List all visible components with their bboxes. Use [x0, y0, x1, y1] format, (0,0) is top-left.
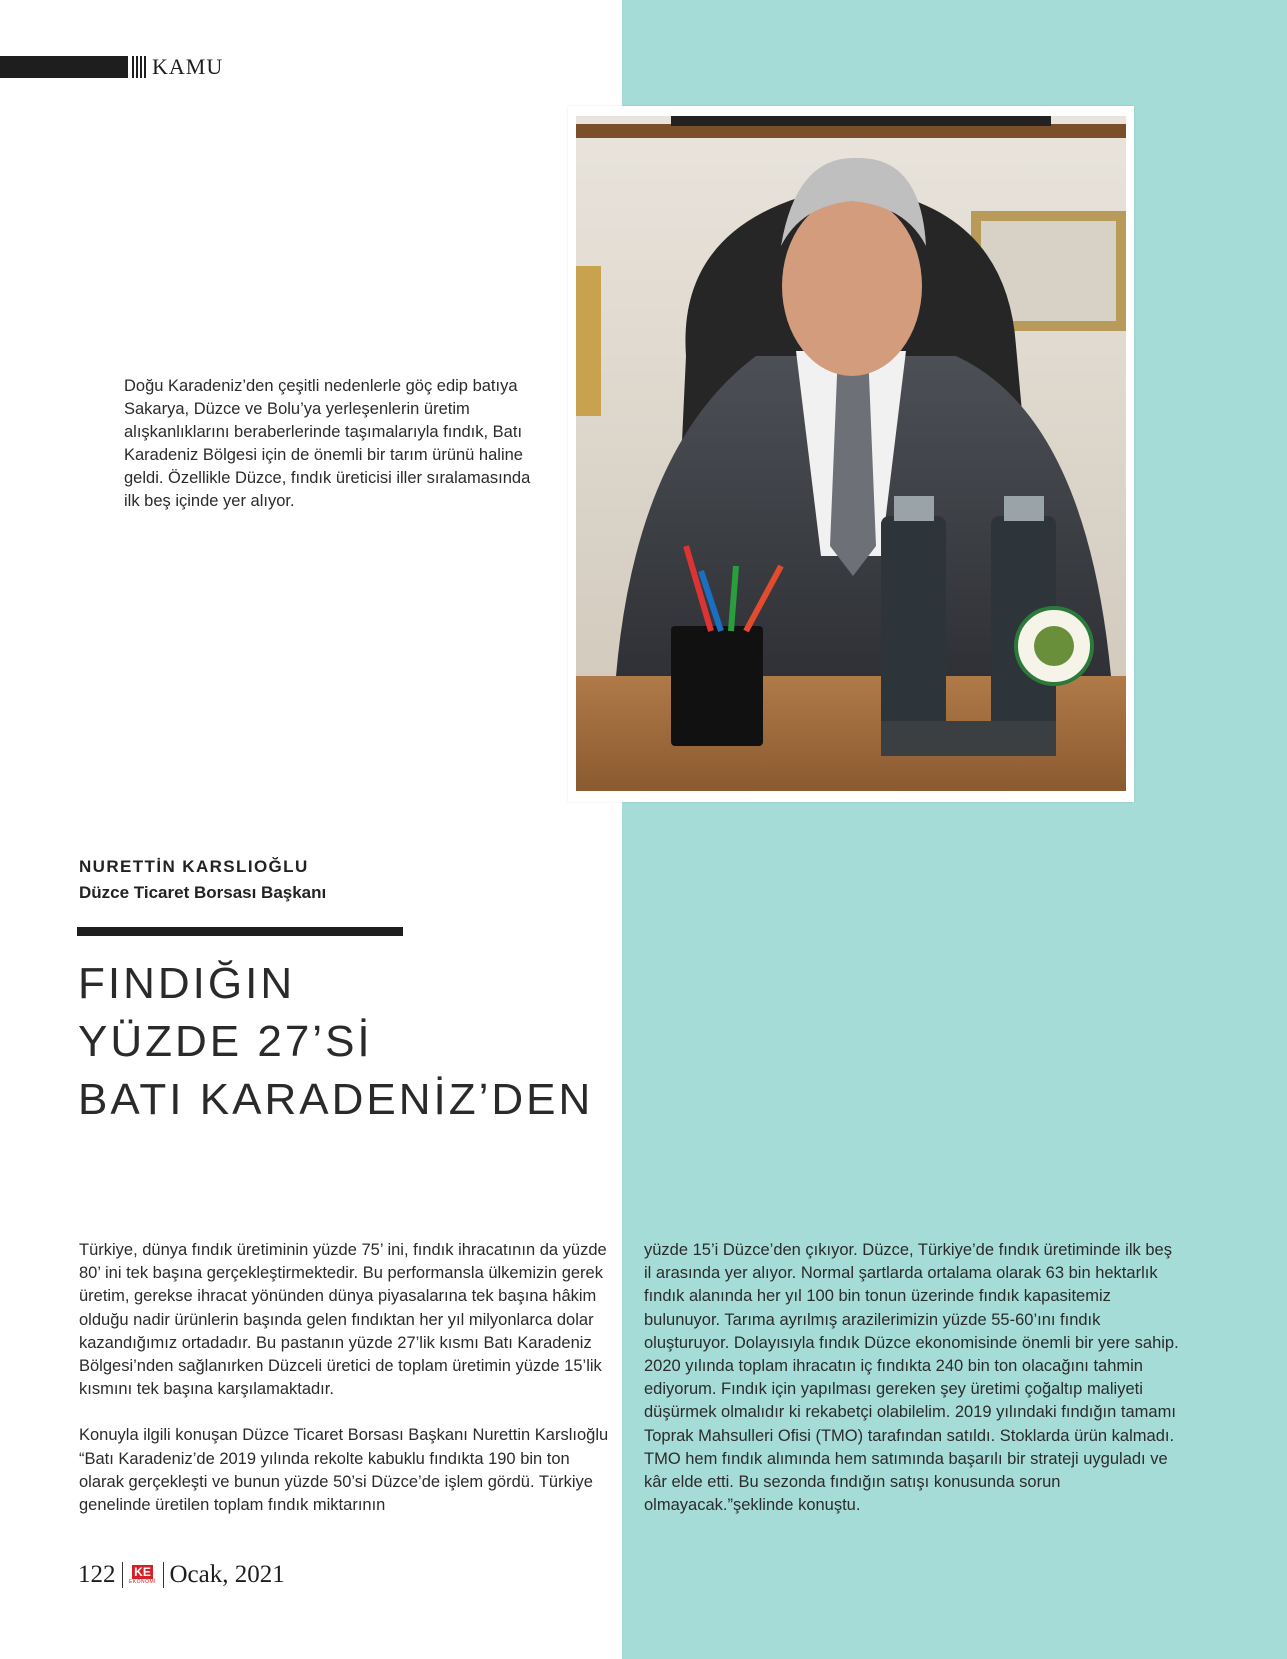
- section-label: KAMU: [152, 54, 224, 79]
- body-paragraph: Konuyla ilgili konuşan Düzce Ticaret Borsası Başkanı Nurettin Karslıoğlu “Batı Karadeniz’de 2019 yılında rekolte kabuklu fındıkta 190 bin ton olarak gerçekleşti ve bunun yüzde 50’si Düzce’de işlem gördü. Türkiye genelinde üretilen toplam fındık miktarının: [79, 1426, 609, 1515]
- page-footer: [78, 1560, 285, 1590]
- photo-caption: [124, 375, 544, 513]
- footer-separator: [122, 1562, 123, 1588]
- headline: [78, 955, 593, 1129]
- headline-line-3: BATI KARADENİZ’DEN: [78, 1075, 594, 1124]
- logo-subtitle: EKONOMİ: [128, 1578, 157, 1585]
- section-header-ticks: [132, 56, 146, 78]
- headline-line-1: FINDIĞIN: [78, 959, 296, 1008]
- body-column-right: [644, 1239, 1179, 1540]
- portrait-photo: [576, 116, 1126, 791]
- magazine-logo: [129, 1562, 157, 1588]
- body-paragraph: Türkiye, dünya fındık üretiminin yüzde 75’ ini, fındık ihracatının da yüzde 80’ ini tek başına gerçekleştirmektedir. Bu performansla ülkemizin gerek üretim, gerekse ihracat yönünden dünya piyasalarına tek başına hâkim olduğu nadir ürünlerin başında gelen fındıktan her yıl milyonlarca dolar kazandığımız ortadadır. Bu pastanın yüzde 27’lik kısmı Batı Karadeniz Bölgesi’nden sağlanırken Düzceli üretici de toplam üretimin yüzde 15’lik kısmını tek başına karşılamaktadır.: [79, 1241, 607, 1399]
- logo-mark: KE: [134, 1564, 151, 1579]
- issue-date: Ocak, 2021: [169, 1561, 285, 1588]
- section-header-bar: [0, 56, 128, 78]
- page-number: 122: [78, 1561, 116, 1588]
- caption-text: Doğu Karadeniz’den çeşitli nedenlerle göç edip batıya Sakarya, Düzce ve Bolu’ya yerleşenlerin üretim alışkanlıklarını beraberlerinde taşımalarıyla fındık, Batı Karadeniz Bölgesi için de önemli bir tarım ürünü haline geldi. Özellikle Düzce, fındık üreticisi iller sıralamasında ilk beş içinde yer alıyor.: [124, 377, 531, 510]
- body-column-left: [79, 1239, 609, 1540]
- footer-separator: [163, 1562, 164, 1588]
- author-title: Düzce Ticaret Borsası Başkanı: [79, 883, 327, 902]
- author-divider: [77, 927, 403, 936]
- body-paragraph: yüzde 15’i Düzce’den çıkıyor. Düzce, Türkiye’de fındık üretiminde ilk beş il arasında yer alıyor. Normal şartlarda ortalama olarak 63 bin hektarlık fındık alanında her yıl 100 bin tonun üzerinde fındık kapasitemiz bulunuyor. Tarıma ayrılmış arazilerimizin yüzde 55-60’ını fındık oluşturuyor. Dolayısıyla fındık Düzce ekonomisinde önemli bir yere sahip. 2020 yılında toplam ihracatın iç fındıkta 240 bin ton olacağını tahmin ediyorum. Fındık için yapılması gereken şey üretimi çoğaltıp maliyeti düşürmek olmalıdır ki rekabetçi olabilelim. 2019 yılındaki fındığın tamamı Toprak Mahsulleri Ofisi (TMO) tarafından satıldı. Stoklarda ürün kalmadı. TMO hem fındık alımında hem satımında başarılı bir strateji uyguladı ve kâr elde etti. Bu sezonda fındığın satışı konusunda sorun olmayacak.”şeklinde konuştu.: [644, 1241, 1179, 1515]
- headline-line-2: YÜZDE 27’Sİ: [78, 1017, 373, 1066]
- author-name: NURETTİN KARSLIOĞLU: [79, 857, 309, 876]
